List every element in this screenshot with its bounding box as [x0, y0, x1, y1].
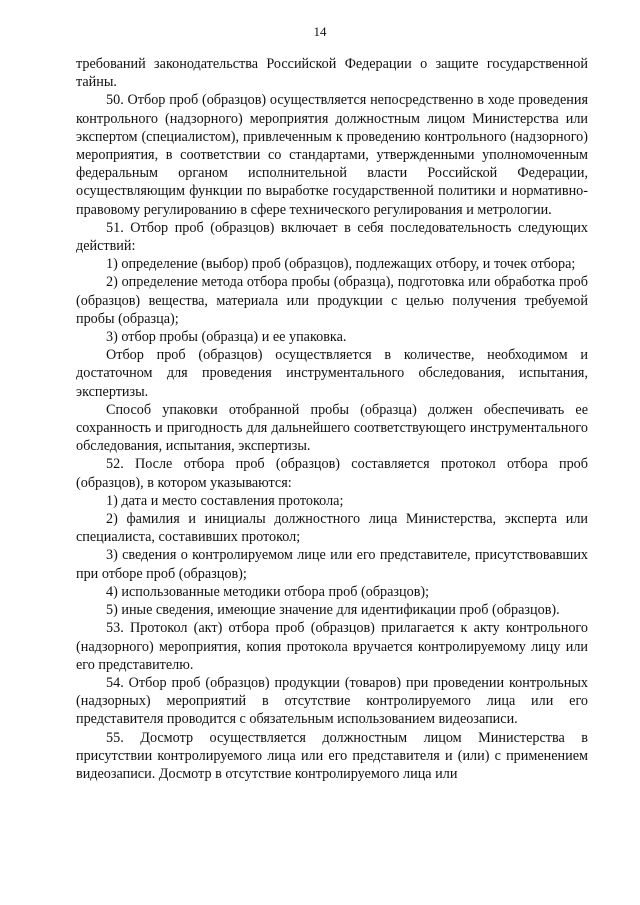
page-number: 14 [313, 24, 327, 39]
paragraph-clause-54: 54. Отбор проб (образцов) продукции (товаров) при проведении контрольных (надзорных) мероприятий в отсутствие контролируемого лица или его представителя проводится с обязательным использованием видеозаписи. [76, 674, 588, 728]
list-item-52-1: 1) дата и место составления протокола; [106, 492, 344, 509]
list-item-52-4: 4) использованные методики отбора проб (образцов); [106, 583, 430, 600]
list-item-52-2: 2) фамилия и инициалы должностного лица Министерства, эксперта или специалиста, составивших протокол; [76, 511, 588, 546]
paragraph-clause-50: 50. Отбор проб (образцов) осуществляется непосредственно в ходе проведения контрольного (надзорного) мероприятия должностным лицом Министерства или экспертом (специалистом), привлеченным к проведению контрольного (надзорного) мероприятия, в соответствии со стандартами, утвержденными уполномоченным федеральным органом исполнительной власти Российской Федерации, осуществляющим функции по выработке государственной политики и нормативно-правовому регулированию в сфере технического регулирования и метрологии. [76, 92, 588, 218]
list-item-52-5: 5) иные сведения, имеющие значение для идентификации проб (образцов). [106, 602, 560, 619]
document-body [76, 55, 588, 783]
list-item-51-3: 3) отбор пробы (образца) и ее упаковка. [106, 329, 347, 346]
paragraph-clause-52: 52. После отбора проб (образцов) составляется протокол отбора проб (образцов), в котором указываются: [76, 456, 588, 491]
paragraph-continuation: требований законодательства Российской Федерации о защите государственной тайны. [76, 56, 588, 91]
paragraph-clause-51: 51. Отбор проб (образцов) включает в себя последовательность следующих действий: [76, 219, 588, 255]
paragraph-sampling-quantity: Отбор проб (образцов) осуществляется в количестве, необходимом и достаточном для проведения инструментального обследования, испытания, экспертизы. [76, 347, 588, 400]
paragraph-packaging: Способ упаковки отобранной пробы (образца) должен обеспечивать ее сохранность и пригодность для дальнейшего соответствующего инструментального обследования, испытания, экспертизы. [76, 401, 588, 455]
paragraph-clause-53: 53. Протокол (акт) отбора проб (образцов) прилагается к акту контрольного (надзорного) мероприятия, копия протокола вручается контролируемому лицу или его представителю. [76, 620, 588, 673]
paragraph-clause-55: 55. Досмотр осуществляется должностным лицом Министерства в присутствии контролируемого лица или его представителя и (или) с применением видеозаписи. Досмотр в отсутствие контролируемого лица или [76, 729, 588, 782]
list-item-51-2: 2) определение метода отбора пробы (образца), подготовка или обработка проб (образцов) вещества, материала или продукции с целью получения требуемой пробы (образца); [76, 274, 588, 327]
list-item-52-3: 3) сведения о контролируемом лице или его представителе, присутствовавших при отборе проб (образцов); [76, 547, 588, 582]
list-item-51-1: 1) определение (выбор) проб (образцов), подлежащих отбору, и точек отбора; [106, 256, 576, 273]
